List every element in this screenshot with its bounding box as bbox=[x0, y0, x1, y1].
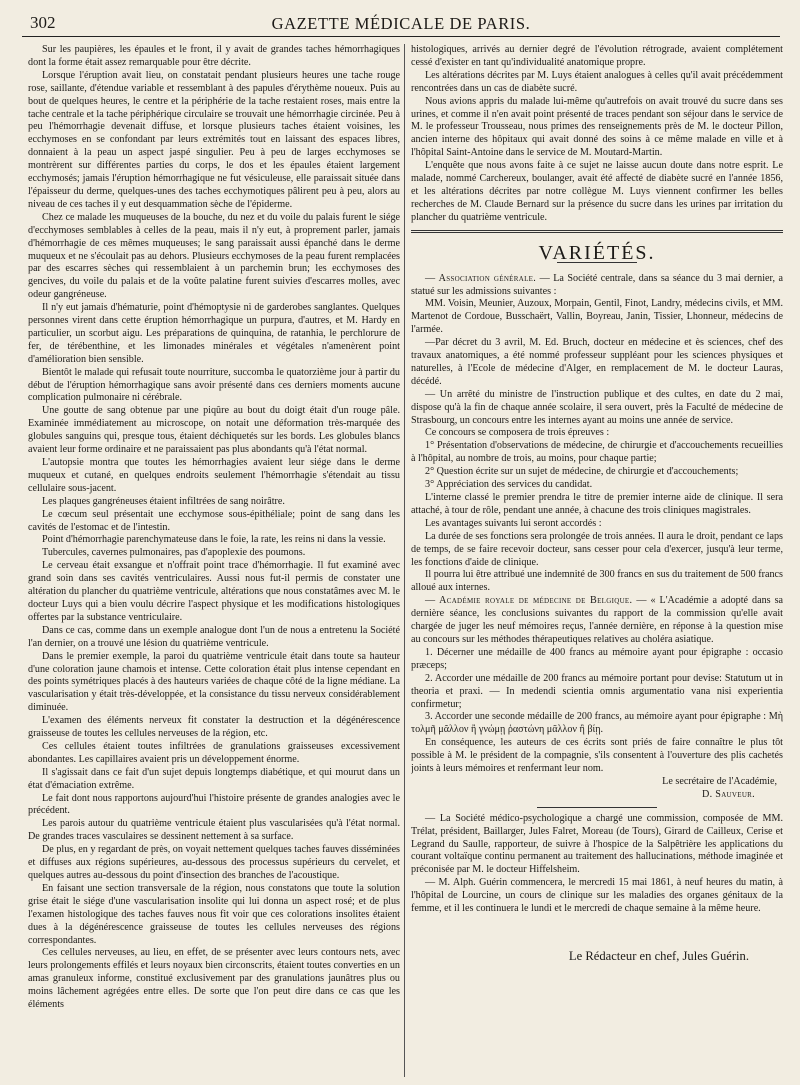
paragraph: En conséquence, les auteurs de ces écrits sont priés de faire connaître le plus tôt possible à M. le président de la compagnie, s'ils consentent à l'ouverture des plis cachetés joints à leurs mémoires et renfermant leur nom. bbox=[411, 737, 783, 775]
paragraph: Dans ce cas, comme dans un exemple analogue dont l'un de nous a entretenu la Société l'an dernier, on a trouvé une lésion du quatrième ventricule. bbox=[28, 624, 400, 649]
left-column bbox=[28, 44, 400, 1080]
running-title: GAZETTE MÉDICALE DE PARIS. bbox=[271, 14, 531, 33]
signature-name: D. Sauveur. bbox=[701, 788, 755, 800]
signature-line: Le secrétaire de l'Académie, bbox=[662, 775, 777, 787]
list-item: 2° Question écrite sur un sujet de médecine, de chirurgie et d'accouchements; bbox=[425, 466, 739, 478]
paragraph: MM. Voisin, Meunier, Auzoux, Morpain, Gentil, Finot, Landry, médecins civils, et MM. Martenot de Cordoue, Busschaërt, Vallin, Boyreau, Janin, Tissier, Lhonneur, médecins de l'armée. bbox=[411, 298, 783, 336]
paragraph: Le cœcum seul présentait une ecchymose sous-épithéliale; point de sang dans les cavités de l'estomac et de l'intestin. bbox=[28, 508, 400, 533]
page-header bbox=[22, 10, 780, 37]
editor-signature: Le Rédacteur en chef, Jules Guérin. bbox=[568, 949, 749, 963]
paragraph: En faisant une section transversale de la région, nous constatons que toute la solution grise était le siége d'une vascularisation insolite qui lui donna un aspect rosé; et de plus l'examen histologique des taches fauves nous fit voir que ces colorations insolites étaient dues à la dégénérescence graisseuse de toutes les cellules nerveuses des régions correspondantes. bbox=[28, 882, 400, 946]
news-item: — La Société médico-psychologique a chargé une commission, composée de MM. Trélat, président, Baillarger, Jules Falret, Moreau (de Tours), Girard de Cailleux, Cerise et Legrand du Saulle, rapporteur, de suivre à l'hospice de la Salpêtrière les applications du courant voltaïque continu permanent au traitement des hallucinations, méthode imaginée et préconisée par M. le docteur Hiffelsheim. bbox=[411, 812, 783, 876]
paragraph: Il s'agissait dans ce fait d'un sujet depuis longtemps diabétique, et qui mourut dans un état d'émaciation extrême. bbox=[28, 766, 400, 791]
item-heading: Académie royale de médecine de Belgique. bbox=[439, 595, 633, 607]
paragraph: Les avantages suivants lui seront accordés : bbox=[425, 517, 602, 529]
paragraph: L'enquête que nous avons faite à ce sujet ne laisse aucun doute dans notre esprit. Le malade, nommé Carchereux, boulanger, avait été affecté de diabète sucré en l'année 1856, et les altérations décrites par notre collègue M. Luys viennent confirmer les belles recherches de M. Claude Bernard sur la présence du sucre dans les urines par irritation du plancher du quatrième ventricule. bbox=[411, 160, 783, 223]
section-divider bbox=[411, 230, 783, 233]
paragraph: Une goutte de sang obtenue par une piqûre au bout du doigt était d'un rouge pâle. Examinée immédiatement au microscope, on notait une déformation très-marquée des globules sanguins qui, presque tous, étaient déchiquetés sur les bords. Les globules blancs avaient leur forme ordinaire et ne paraissaient pas plus abondants qu'à l'état normal. bbox=[28, 405, 400, 456]
paragraph: Bientôt le malade qui refusait toute nourriture, succomba le quatorzième jour à partir du début de l'éruption hémorrhagique sans avoir présenté dans ces derniers moments aucune complication pulmonaire ni cérébrale. bbox=[28, 366, 400, 404]
list-item: 1° Présentation d'observations de médecine, de chirurgie et d'accouchements recueillies à l'hôpital, au nombre de trois, au moins, pour chaque partie; bbox=[411, 440, 783, 465]
paragraph: De plus, en y regardant de près, on voyait nettement quelques taches fauves disséminées et diffuses aux régions supérieures, au-dessous des processus supérieurs du cervelet, et quelques autres au-dessous du point d'insection des branches de l'acoustique. bbox=[28, 844, 400, 881]
paragraph: Ces cellules nerveuses, au lieu, en effet, de se présenter avec leurs contours nets, avec leurs prolongements effilés et leurs noyaux bien circonscrits, étaient toutes converties en un amas granuleux informe, constitué exclusivement par des granulations jaunâtres plus ou moins lâchement agrégées entre elles. De sorte que l'on peut dire dans ce cas que les éléments bbox=[28, 947, 400, 1011]
news-item: — Un arrêté du ministre de l'instruction publique et des cultes, en date du 2 mai, dispose qu'à la fin de chaque année scolaire, il sera ouvert, près la Faculté de médecine de Strasbourg, un concours entre les internes ayant au moins une année de service. bbox=[411, 388, 783, 426]
paragraph: L'examen des éléments nerveux fit constater la destruction et la dégénérescence graisseuse de toutes les cellules nerveuses de la région, etc. bbox=[28, 715, 400, 740]
paragraph: Ces cellules étaient toutes infiltrées de granulations graisseuses excessivement abondantes. Les capillaires avaient pris un développement énorme. bbox=[28, 740, 400, 765]
item-text: — La Société centrale, dans sa séance du 3 mai dernier, a statué sur les admissions suivantes : bbox=[411, 272, 783, 297]
list-item: 1. Décerner une médaille de 400 francs au mémoire ayant pour épigraphe : occasio præceps; bbox=[411, 646, 783, 671]
paragraph: Sur les paupières, les épaules et le front, il y avait de grandes taches hémorrhagiques dont la forme était assez remarquable pour être décrite. bbox=[28, 44, 400, 68]
page-number: 302 bbox=[30, 13, 56, 32]
item-heading: Association générale. bbox=[438, 272, 537, 284]
paragraph: histologiques, arrivés au dernier degré de l'évolution rétrograde, avaient complétement cessé d'exister en tant qu'individualité anatomique propre. bbox=[411, 44, 783, 68]
paragraph: La durée de ses fonctions sera prolongée de trois années. Il aura le droit, pendant ce laps de temps, de se faire recevoir docteur, sans cesser pour cela d'exercer, jusqu'à leur terme, les fonctions d'aide de clinique. bbox=[411, 530, 783, 568]
item-divider bbox=[537, 807, 657, 808]
paragraph: Chez ce malade les muqueuses de la bouche, du nez et du voile du palais furent le siége d'ecchymoses semblables à celles de la peau, mais il n'y eut, à proprement parler, jamais d'hémorrhagie de ces mêmes muqueuses; le sang paraissait aussi épanché dans le derme muqueux et ne s'écoulait pas au dehors. Plusieurs ecchymoses de la peau furent remplacées par des escarres sèches qui ressemblaient à un parchemin brun; les ecchymoses des gencives, du voile du palais et de la voûte palatine furent suivies d'escarres molles, avec odeur gangréneuse. bbox=[28, 211, 400, 301]
paragraph: Dans le premier exemple, la paroi du quatrième ventricule était dans toute sa hauteur d'une coloration jaune chamois et intense. Cette coloration était plus intense cependant en des points symétriques placés à des hauteurs variées de chaque côté de la ligne médiane. La vascularisation y était très-développée, et la consistance du tissu nerveux considérablement diminuée. bbox=[28, 650, 400, 714]
paragraph: Il pourra lui être attribué une indemnité de 300 francs en sus du traitement de 500 francs alloué aux internes. bbox=[411, 569, 783, 594]
section-title: VARIÉTÉS. bbox=[538, 241, 656, 264]
paragraph: Les parois autour du quatrième ventricule étaient plus vascularisées qu'à l'état normal. De grandes traces vasculaires se dessinent nettement à sa surface. bbox=[28, 818, 400, 843]
list-item: 3° Appréciation des services du candidat. bbox=[425, 479, 593, 491]
news-item: —Par décret du 3 avril, M. Ed. Bruch, docteur en médecine et ès sciences, chef des travaux anatomiques, a été nommé professeur suppléant pour les sciences physiques et naturelles, à l'Ecole de médecine d'Alger, en remplacement de M. le docteur Lauras, décédé. bbox=[411, 337, 783, 387]
paragraph: L'autopsie montra que toutes les hémorrhagies avaient leur siége dans le derme muqueux et cutané, en quelques endroits seulement l'hémorrhagie s'étendait au tissu cellulaire sous-jacent. bbox=[28, 457, 400, 494]
paragraph: Les altérations décrites par M. Luys étaient analogues à celles qu'il avait précédemment rencontrées dans un cas de diabète sucré. bbox=[411, 69, 783, 94]
list-item: 2. Accorder une médaille de 200 francs au mémoire portant pour devise: Statutum ut in theoria et praxi. — In medendi scientia omnis argumentatio vana nisi experientia confirmetur; bbox=[411, 672, 783, 710]
paragraph: Nous avions appris du malade lui-même qu'autrefois on avait trouvé du sucre dans ses urines, et comme il n'en avait point présenté de traces pendant son séjour dans le service de M. le professeur Trousseau, nous primes des renseignements près de M. le docteur Pillon, ancien interne des hôpitaux qui avait donné des soins à ce même malade en ville et à l'hôpital Saint-Antoine dans le service de M. Moutard-Martin. bbox=[411, 95, 783, 159]
paragraph: L'interne classé le premier prendra le titre de premier interne aide de clinique. Il sera attaché, à tour de rôle, pendant une année, à chacune des trois cliniques magistrales. bbox=[411, 492, 783, 516]
paragraph: Il n'y eut jamais d'hématurie, point d'hémoptysie ni de garderobes sanglantes. Quelques personnes virent dans cette éruption hémorrhagique un purpura, d'autres, et M. Hardy en particulier, un scorbut aigu. Les préparations de quinquina, de ratanhia, le perchlorure de fer, de térébenthine, et les limonades minérales et végétales n'amenèrent point d'amélioration bien sensible. bbox=[28, 302, 400, 365]
news-item: — Association générale. — La Société centrale, dans sa séance du 3 mai dernier, a statué sur les admissions suivantes : bbox=[411, 272, 783, 297]
news-item: — Académie royale de médecine de Belgique. — « L'Académie a adopté dans sa dernière séance, les conclusions suivantes du rapport de la commission qu'elle avait chargée de juger les neuf mémoires reçus, l'année dernière, en réponse à la question mise au concours sur les méthodes thérapeutiques relatives au choléra asiatique. bbox=[411, 595, 783, 645]
paragraph: Les plaques gangréneuses étaient infiltrées de sang noirâtre. bbox=[42, 495, 285, 507]
news-item: — M. Alph. Guérin commencera, le mercredi 15 mai 1861, à neuf heures du matin, à l'hôpital de Lourcine, un cours de clinique sur les maladies des organes génitaux de la femme, et il les continuera le lundi et le mercredi de chaque semaine à la même heure. bbox=[411, 877, 783, 915]
paragraph: Le fait dont nous rapportons aujourd'hui l'histoire présente de grandes analogies avec le précédent. bbox=[28, 792, 400, 817]
paragraph: Lorsque l'éruption avait lieu, on constatait pendant plusieurs heures une tache rouge rose, saillante, d'étendue variable et ressemblant à des papules d'érythème noueux. Puis au bout de quelques heures, le centre et la périphérie de la tache restaient roses, mais entre la tache centrale et la tache périphérique circulaire se trouvait une hémorrhagie circinée. Peu à peu l'hémorrhagie devenait diffuse, et lorsque plusieurs taches étaient voisines, les ecchymoses en se confondant par leurs extrémités tout en laissant des espaces libres, donnaient à la peau un aspect jaspé singulier. Peu à peu de larges ecchymoses se montrèrent sur différentes parties du corps, le dos et les épaules étaient largement ecchymosés; jamais l'éruption hémorrhagique ne fut vésiculeuse, elle paraissait située dans l'épaisseur du derme, quelques-unes des taches ecchymotiques pâlirent peu à peu, alors au niveau de ces taches il y eut desquammation sèche de l'épiderme. bbox=[28, 69, 400, 210]
paragraph: Point d'hémorrhagie parenchymateuse dans le foie, la rate, les reins ni dans la vessie. bbox=[42, 534, 386, 546]
paragraph: Le cerveau était exsangue et n'offrait point trace d'hémorrhagie. Il fut examiné avec grand soin dans ses cavités ventriculaires. Aussi nous fut-il permis de constater une altération du plancher du quatrième ventricule, altérations que nous constatâmes avec M. le docteur Luys qui a bien voulu décrire l'aspect physique et les modifications histologiques offertes par la substance ventriculaire. bbox=[28, 560, 400, 623]
list-item: 3. Accorder une seconde médaille de 200 francs, au mémoire ayant pour épigraphe : Μὴ τολμῆ μᾶλλον ἢ γνώμῃ ῥαστώνη μᾶλλον ἢ βίῃ. bbox=[411, 711, 783, 736]
column-rule bbox=[404, 44, 405, 1077]
paragraph: Tubercules, cavernes pulmonaires, pas d'apoplexie des poumons. bbox=[42, 547, 306, 559]
item-text: — « L'Académie a adopté dans sa dernière séance, les conclusions suivantes du rapport de la commission qu'elle avait chargée de juger les neuf mémoires reçus, l'année dernière, en réponse à la question mise au concours sur les méthodes thérapeutiques relatives au choléra asiatique. bbox=[411, 595, 783, 645]
right-column bbox=[411, 44, 783, 1080]
paragraph: Ce concours se composera de trois épreuves : bbox=[425, 427, 610, 439]
